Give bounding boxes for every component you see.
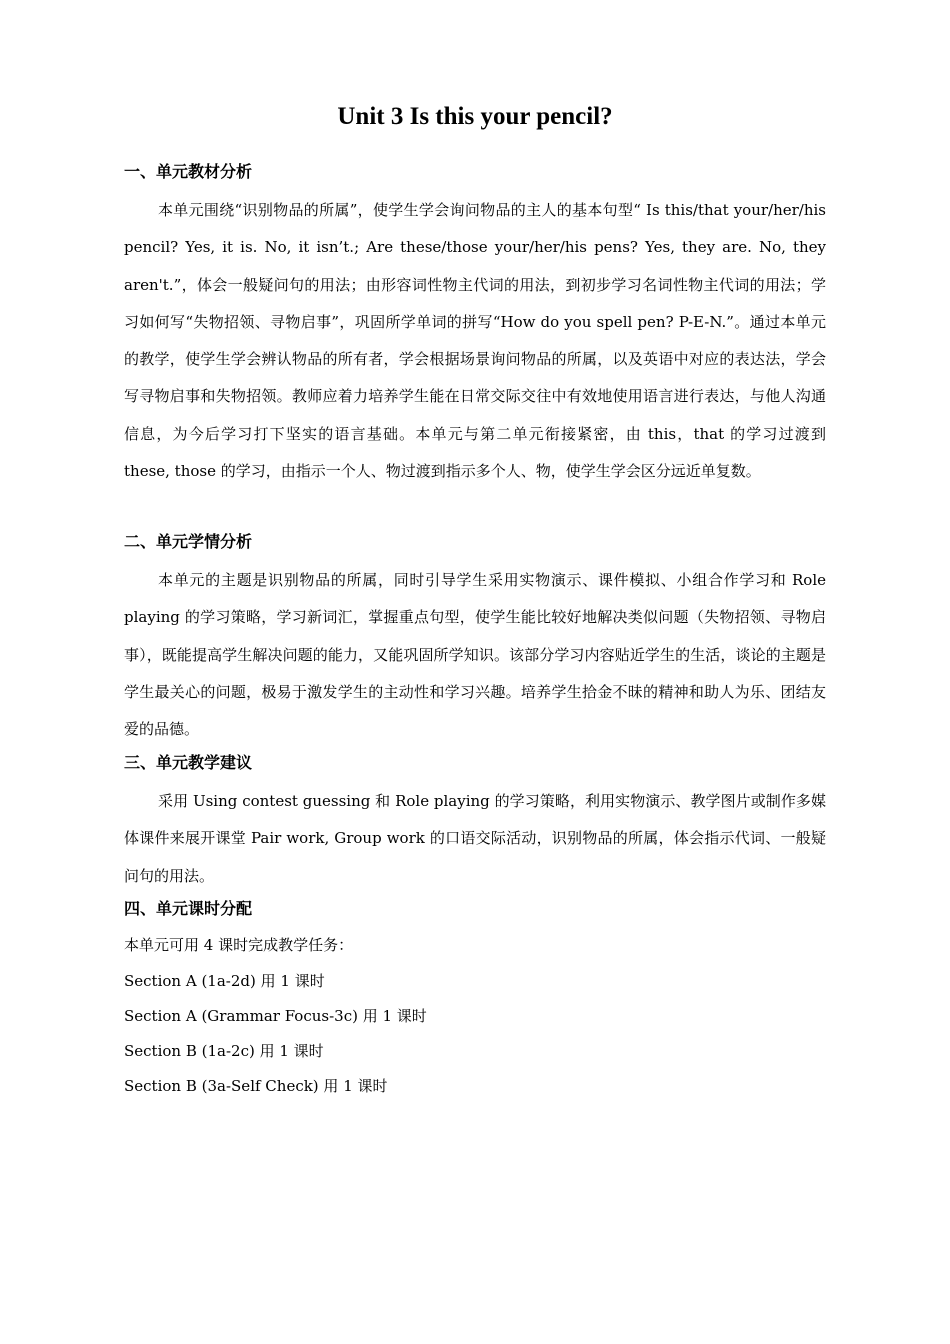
section-heading-3: 三、单元教学建议 — [124, 753, 253, 772]
section-heading-4: 四、单元课时分配 — [124, 899, 253, 918]
schedule-item: Section A (1a-2d) 用 1 课时 — [124, 972, 325, 990]
page-title: Unit 3 Is this your pencil? — [337, 103, 613, 130]
section-body-3: 采用 Using contest guessing 和 Role playing 的学习策略，利用实物演示、教学图片或制作多媒体课件来展开课堂 Pair work, Group work 的口语交际活动，识别物品的所属，体会指示代词、一般疑问句的用法。 — [124, 792, 826, 885]
schedule-item: Section B (1a-2c) 用 1 课时 — [124, 1042, 324, 1060]
schedule-item: Section A (Grammar Focus-3c) 用 1 课时 — [124, 1007, 427, 1025]
section-body-1: 本单元围绕“识别物品的所属”，使学生学会询问物品的主人的基本句型“ Is this/that your/her/his pencil? Yes, it is. No, it isn’t.; Are these/those your/her/his pens? Yes, they are. No, they aren't.”，体会一般疑问句的用法；由形容词性物主代词的用法，到初步学习名词性物主代词的用法；学习如何写“失物招领、寻物启事”，巩固所学单词的拼写“How do you spell pen? P-E-N.”。通过本单元的教学，使学生学会辨认物品的所有者，学会根据场景询问物品的所属，以及英语中对应的表达法，学会写寻物启事和失物招领。教师应着力培养学生能在日常交际交往中有效地使用语言进行表达，与他人沟通信息，为今后学习打下坚实的语言基础。本单元与第二单元衔接紧密，由 this，that 的学习过渡到 these, those 的学习，由指示一个人、物过渡到指示多个人、物，使学生学会区分远近单复数。 — [124, 201, 826, 481]
section-body-2: 本单元的主题是识别物品的所属，同时引导学生采用实物演示、课件模拟、小组合作学习和 Role playing 的学习策略，学习新词汇，掌握重点句型，使学生能比较好地解决类似问题（失物招领、寻物启事），既能提高学生解决问题的能力，又能巩固所学知识。该部分学习内容贴近学生的生活，谈论的主题是学生最关心的问题，极易于激发学生的主动性和学习兴趣。培养学生拾金不昧的精神和助人为乐、团结友爱的品德。 — [124, 571, 826, 739]
schedule-item: Section B (3a-Self Check) 用 1 课时 — [124, 1077, 388, 1095]
schedule-intro: 本单元可用 4 课时完成教学任务： — [124, 936, 354, 954]
section-heading-1: 一、单元教材分析 — [124, 162, 253, 181]
section-heading-2: 二、单元学情分析 — [124, 532, 253, 551]
